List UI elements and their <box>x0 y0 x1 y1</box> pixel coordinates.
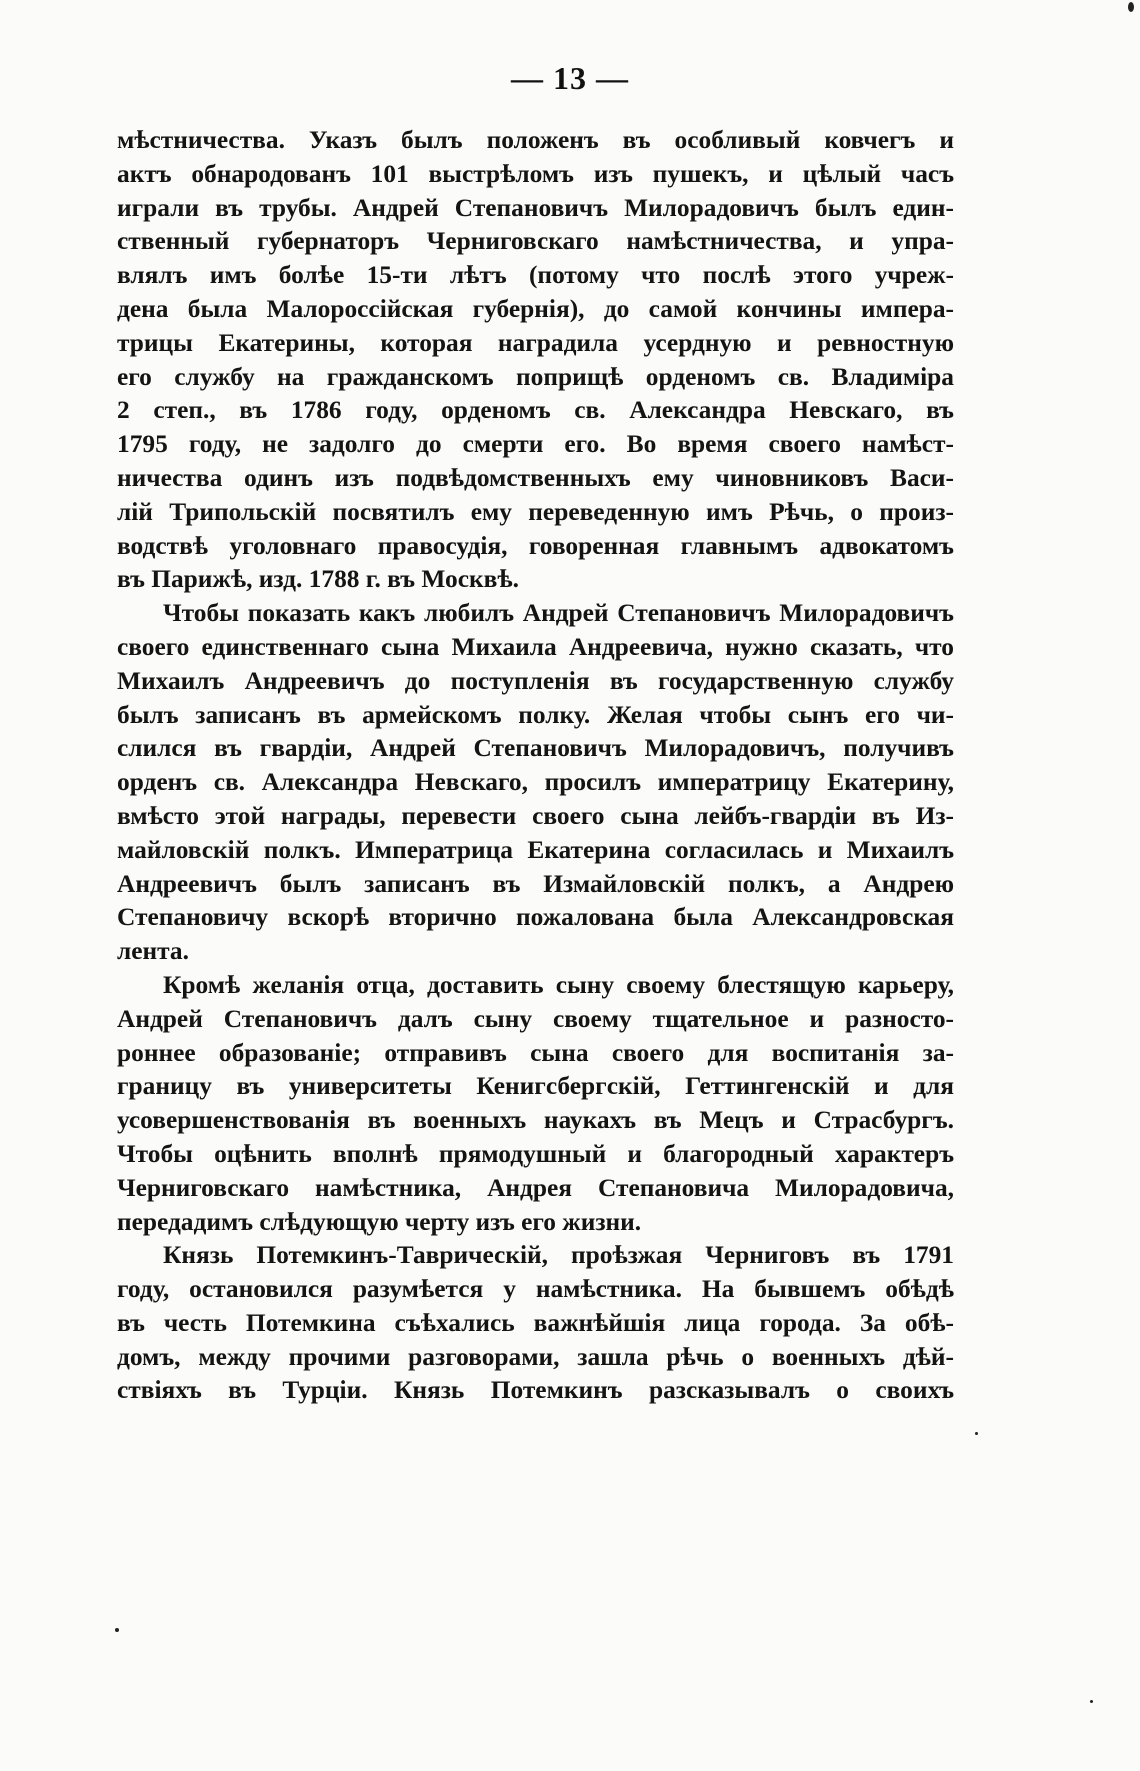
text-line: актъ обнародованъ 101 выстрѣломъ изъ пушекъ, и цѣлый часъ <box>117 159 954 188</box>
text-line: Кромѣ желанія отца, доставить сыну своему блестящую карьеру, <box>163 970 954 999</box>
text-line: лій Трипольскій посвятилъ ему переведенную имъ Рѣчь, о произ- <box>117 497 954 526</box>
text-line: слился въ гвардіи, Андрей Степановичъ Милорадовичъ, получивъ <box>117 734 954 763</box>
scan-speck <box>975 1432 978 1435</box>
text-line: Черниговскаго намѣстника, Андрея Степановича Милорадовича, <box>117 1173 954 1202</box>
paragraph-1 <box>117 124 954 597</box>
text-line: майловскій полкъ. Императрица Екатерина согласилась и Михаилъ <box>117 835 954 864</box>
text-line: былъ записанъ въ армейскомъ полку. Желая чтобы сынъ его чи- <box>117 700 954 729</box>
text-line: границу въ университеты Кенигсбергскій, Геттингенскій и для <box>117 1072 954 1101</box>
text-line: вмѣсто этой награды, перевести своего сына лейбъ-гвардіи въ Из- <box>117 801 954 830</box>
text-line: мѣстничества. Указъ былъ положенъ въ особливый ковчегъ и <box>117 126 954 154</box>
text-line: 1795 году, не задолго до смерти его. Во время своего намѣст- <box>117 430 954 459</box>
text-line: домъ, между прочими разговорами, зашла рѣчь о военныхъ дѣй- <box>117 1342 954 1371</box>
text-line: дена была Малороссійская губернія), до самой кончины импера- <box>117 294 954 323</box>
text-line: усовершенствованія въ военныхъ наукахъ въ Мецъ и Страсбургъ. <box>117 1106 954 1135</box>
paragraph-3 <box>117 969 954 1239</box>
text-line: ствіяхъ въ Турціи. Князь Потемкинъ разсказывалъ о своихъ <box>117 1376 954 1405</box>
page-number: — 13 — <box>511 60 629 96</box>
text-line: передадимъ слѣдующую черту изъ его жизни. <box>117 1207 642 1236</box>
text-line: Андрей Степановичъ далъ сыну своему тщательное и разносто- <box>117 1004 954 1033</box>
text-line: Чтобы показать какъ любилъ Андрей Степановичъ Милорадовичъ <box>163 599 954 628</box>
text-line: Михаилъ Андреевичъ до поступленія въ государственную службу <box>117 666 954 695</box>
text-line: ственный губернаторъ Черниговскаго намѣстничества, и упра- <box>117 227 954 256</box>
text-line: своего единственнаго сына Михаила Андреевича, нужно сказать, что <box>117 632 954 661</box>
text-line: играли въ трубы. Андрей Степановичъ Милорадовичъ былъ един- <box>117 193 954 222</box>
scan-speck <box>1090 1700 1093 1703</box>
text-line: его службу на гражданскомъ поприщѣ орденомъ св. Владиміра <box>117 362 954 391</box>
text-body <box>117 124 954 1408</box>
text-line: лента. <box>117 937 189 966</box>
text-line: году, остановился разумѣется у намѣстника. На бывшемъ обѣдѣ <box>117 1275 954 1304</box>
scan-speck <box>115 1628 119 1632</box>
text-line: въ Парижѣ, изд. 1788 г. въ Москвѣ. <box>117 565 519 594</box>
text-line: Князь Потемкинъ-Таврическій, проѣзжая Черниговъ въ 1791 <box>163 1241 954 1270</box>
text-line: Степановичу вскорѣ вторично пожалована была Александровская <box>117 903 954 932</box>
scan-speck <box>1128 2 1134 12</box>
text-line: Андреевичъ былъ записанъ въ Измайловскій полкъ, а Андрею <box>117 869 954 898</box>
text-line: водствѣ уголовнаго правосудія, говоренная главнымъ адвокатомъ <box>117 531 954 560</box>
text-line: въ честь Потемкина съѣхались важнѣйшія лица города. За обѣ- <box>117 1308 954 1337</box>
paragraph-4 <box>117 1239 954 1408</box>
text-line: 2 степ., въ 1786 году, орденомъ св. Александра Невскаго, въ <box>117 396 954 425</box>
text-line: орденъ св. Александра Невскаго, просилъ императрицу Екатерину, <box>117 768 954 797</box>
text-line: ничества одинъ изъ подвѣдомственныхъ ему чиновниковъ Васи- <box>117 463 954 492</box>
text-line: Чтобы оцѣнить вполнѣ прямодушный и благородный характеръ <box>117 1139 954 1168</box>
paragraph-2 <box>117 597 954 969</box>
text-line: роннее образованіе; отправивъ сына своего для воспитанія за- <box>117 1038 954 1067</box>
text-line: трицы Екатерины, которая наградила усердную и ревностную <box>117 328 954 357</box>
text-line: влялъ имъ болѣе 15-ти лѣтъ (потому что послѣ этого учреж- <box>117 261 954 290</box>
